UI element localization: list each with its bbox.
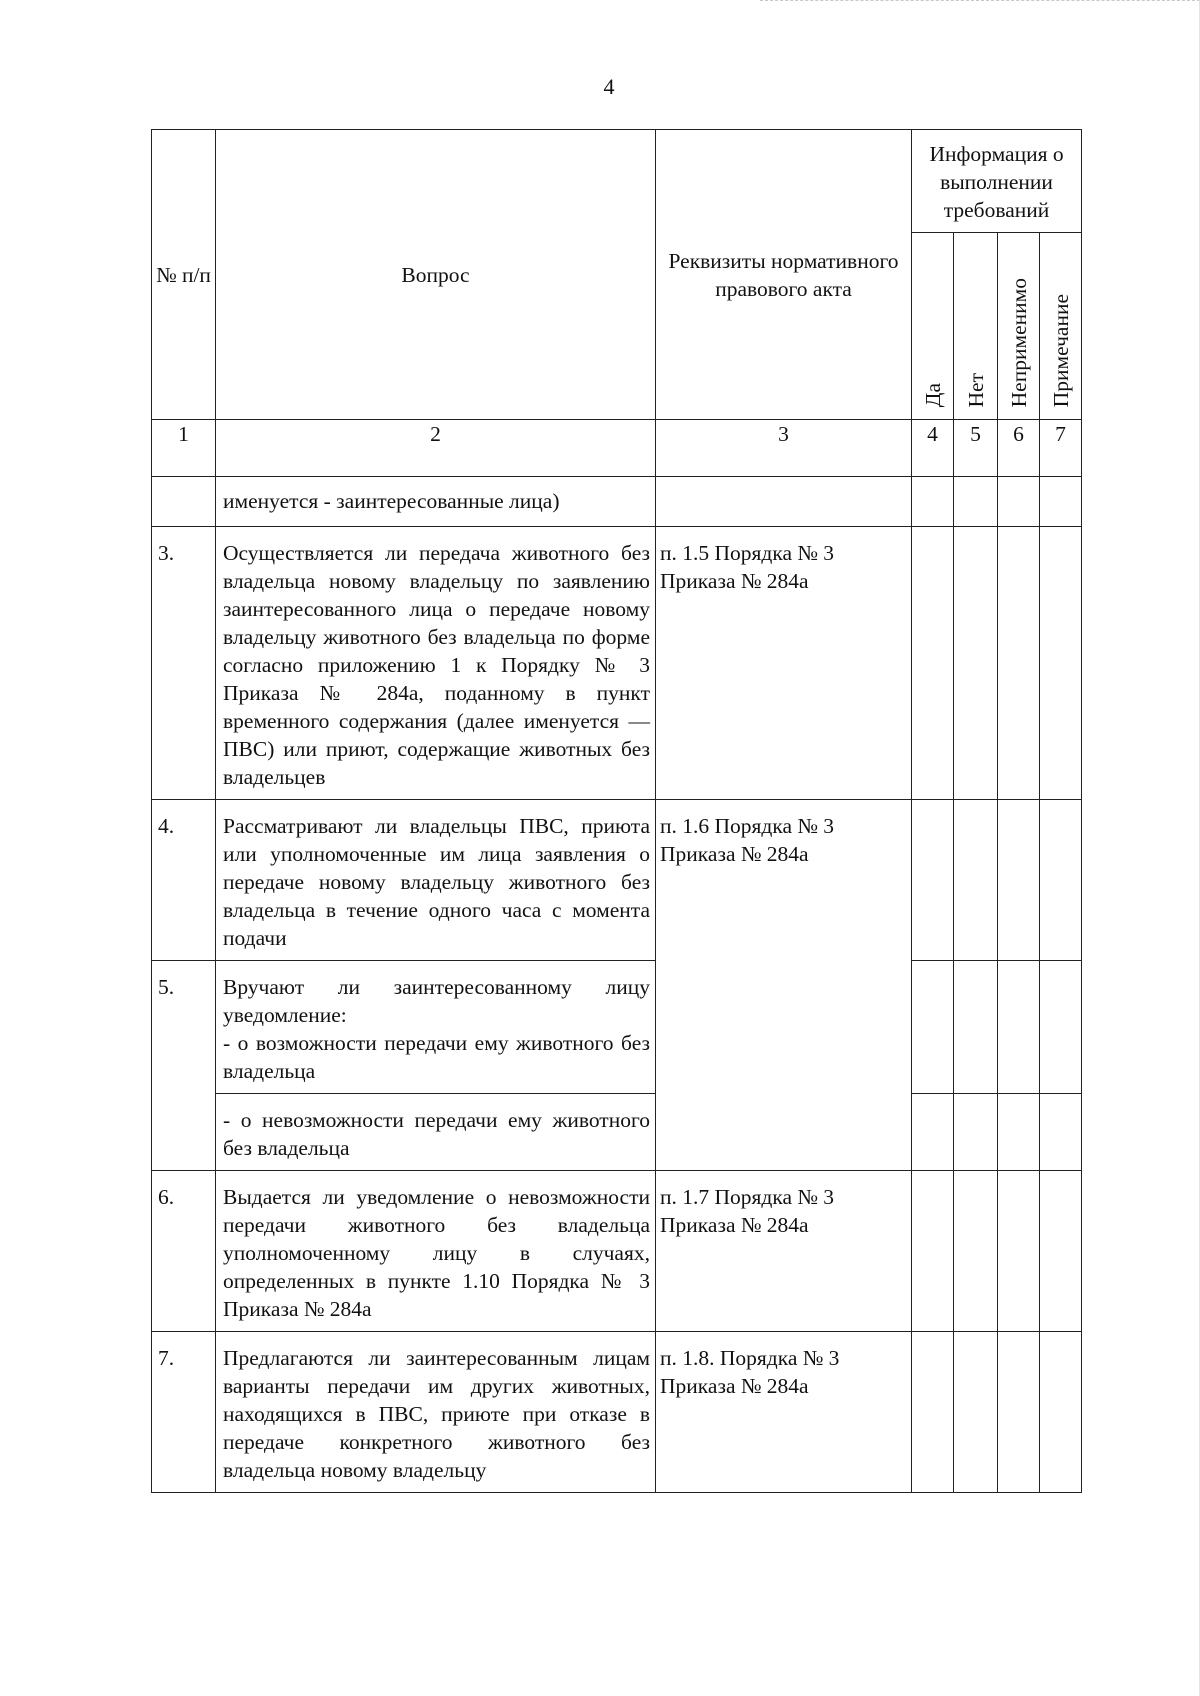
table-row [152, 961, 1082, 1094]
row-5-question-option-impossible: - о невозможности передачи ему животного без владельца [216, 1094, 656, 1171]
header-col-yes-label: Да [920, 382, 945, 407]
row-3-yes-cell [912, 527, 954, 800]
row-5b-na-cell [998, 1094, 1040, 1171]
table-row [152, 1171, 1082, 1332]
row-6-note-cell [1040, 1171, 1082, 1332]
header-col-no-label: Нет [963, 372, 988, 407]
row-7-no-cell [954, 1332, 998, 1493]
row-5-question-intro: Вручают ли заинтересованному лицу уведомление: [223, 975, 650, 1027]
column-number-6: 6 [998, 420, 1040, 477]
header-col-info: Информация о выполнении требований [912, 130, 1082, 233]
row-6-yes-cell [912, 1171, 954, 1332]
row-4-ref: п. 1.6 Порядка № 3 Приказа № 284а [656, 800, 912, 1171]
column-number-7: 7 [1040, 420, 1082, 477]
row-2-yes-cell [912, 477, 954, 527]
row-6-no-cell [954, 1171, 998, 1332]
row-6-na-cell [998, 1171, 1040, 1332]
row-2-note-cell [1040, 477, 1082, 527]
row-7-na-cell [998, 1332, 1040, 1493]
row-3-ref: п. 1.5 Порядка № 3 Приказа № 284а [656, 527, 912, 800]
header-col-question: Вопрос [216, 130, 656, 420]
column-number-1: 1 [152, 420, 216, 477]
row-5b-no-cell [954, 1094, 998, 1171]
checklist-table [151, 129, 1082, 1493]
table-row [152, 800, 1082, 961]
row-5-question [216, 961, 656, 1094]
row-6-num: 6. [152, 1171, 216, 1332]
row-2-num-cell [152, 477, 216, 527]
row-3-note-cell [1040, 527, 1082, 800]
column-number-5: 5 [954, 420, 998, 477]
column-number-3: 3 [656, 420, 912, 477]
row-7-ref: п. 1.8. Порядка № 3 Приказа № 284а [656, 1332, 912, 1493]
column-number-4: 4 [912, 420, 954, 477]
row-5-question-option-possible: - о возможности передачи ему животного без владельца [223, 1031, 650, 1083]
row-2-na-cell [998, 477, 1040, 527]
row-5-num: 5. [152, 961, 216, 1171]
row-4-num: 4. [152, 800, 216, 961]
header-col-na-label: Неприменимо [1006, 277, 1031, 407]
row-5a-yes-cell [912, 961, 954, 1094]
row-3-num: 3. [152, 527, 216, 800]
column-number-2: 2 [216, 420, 656, 477]
table-row [152, 1332, 1082, 1493]
header-row [152, 130, 1082, 233]
header-col-num: № п/п [152, 130, 216, 420]
row-4-no-cell [954, 800, 998, 961]
row-6-question: Выдается ли уведомление о невозможности передачи животного без владельца уполномоченному лицу в случаях, определенных в пункте 1.10 Порядка № 3 Приказа № 284а [216, 1171, 656, 1332]
column-numbers-row [152, 420, 1082, 477]
page-number: 4 [603, 74, 615, 99]
row-5a-na-cell [998, 961, 1040, 1094]
row-7-question: Предлагаются ли заинтересованным лицам варианты передачи им других животных, находящихся в ПВС, приюте при отказе в передаче конкретного животного без владельца новому владельцу [216, 1332, 656, 1493]
row-5b-note-cell [1040, 1094, 1082, 1171]
row-4-note-cell [1040, 800, 1082, 961]
header-col-note-label: Примечание [1048, 293, 1073, 407]
header-col-no [954, 233, 998, 420]
row-2-question-continuation: именуется - заинтересованные лица) [216, 477, 656, 527]
header-col-na [998, 233, 1040, 420]
row-5a-note-cell [1040, 961, 1082, 1094]
row-4-question: Рассматривают ли владельцы ПВС, приюта или уполномоченные им лица заявления о передаче новому владельцу животного без владельца в течение одного часа с момента подачи [216, 800, 656, 961]
row-5a-no-cell [954, 961, 998, 1094]
row-7-num: 7. [152, 1332, 216, 1493]
row-4-na-cell [998, 800, 1040, 961]
table-row [152, 1094, 1082, 1171]
row-2-ref-cell [656, 477, 912, 527]
header-col-note [1040, 233, 1082, 420]
row-3-question: Осуществляется ли передача животного без владельца новому владельцу по заявлению заинтересованного лица о передаче новому владельцу животного без владельца по форме согласно приложению 1 к Порядку № 3 Приказа № 284а, поданному в пункт временного содержания (далее именуется — ПВС) или приют, содержащие животных без владельцев [216, 527, 656, 800]
header-col-requisites: Реквизиты нормативного правового акта [656, 130, 912, 420]
row-5b-yes-cell [912, 1094, 954, 1171]
header-col-yes [912, 233, 954, 420]
table-row [152, 527, 1082, 800]
row-6-ref: п. 1.7 Порядка № 3 Приказа № 284а [656, 1171, 912, 1332]
row-2-no-cell [954, 477, 998, 527]
row-4-yes-cell [912, 800, 954, 961]
row-3-no-cell [954, 527, 998, 800]
row-3-na-cell [998, 527, 1040, 800]
table-row [152, 477, 1082, 527]
row-7-yes-cell [912, 1332, 954, 1493]
scan-edge-top [760, 0, 1200, 1]
row-7-note-cell [1040, 1332, 1082, 1493]
